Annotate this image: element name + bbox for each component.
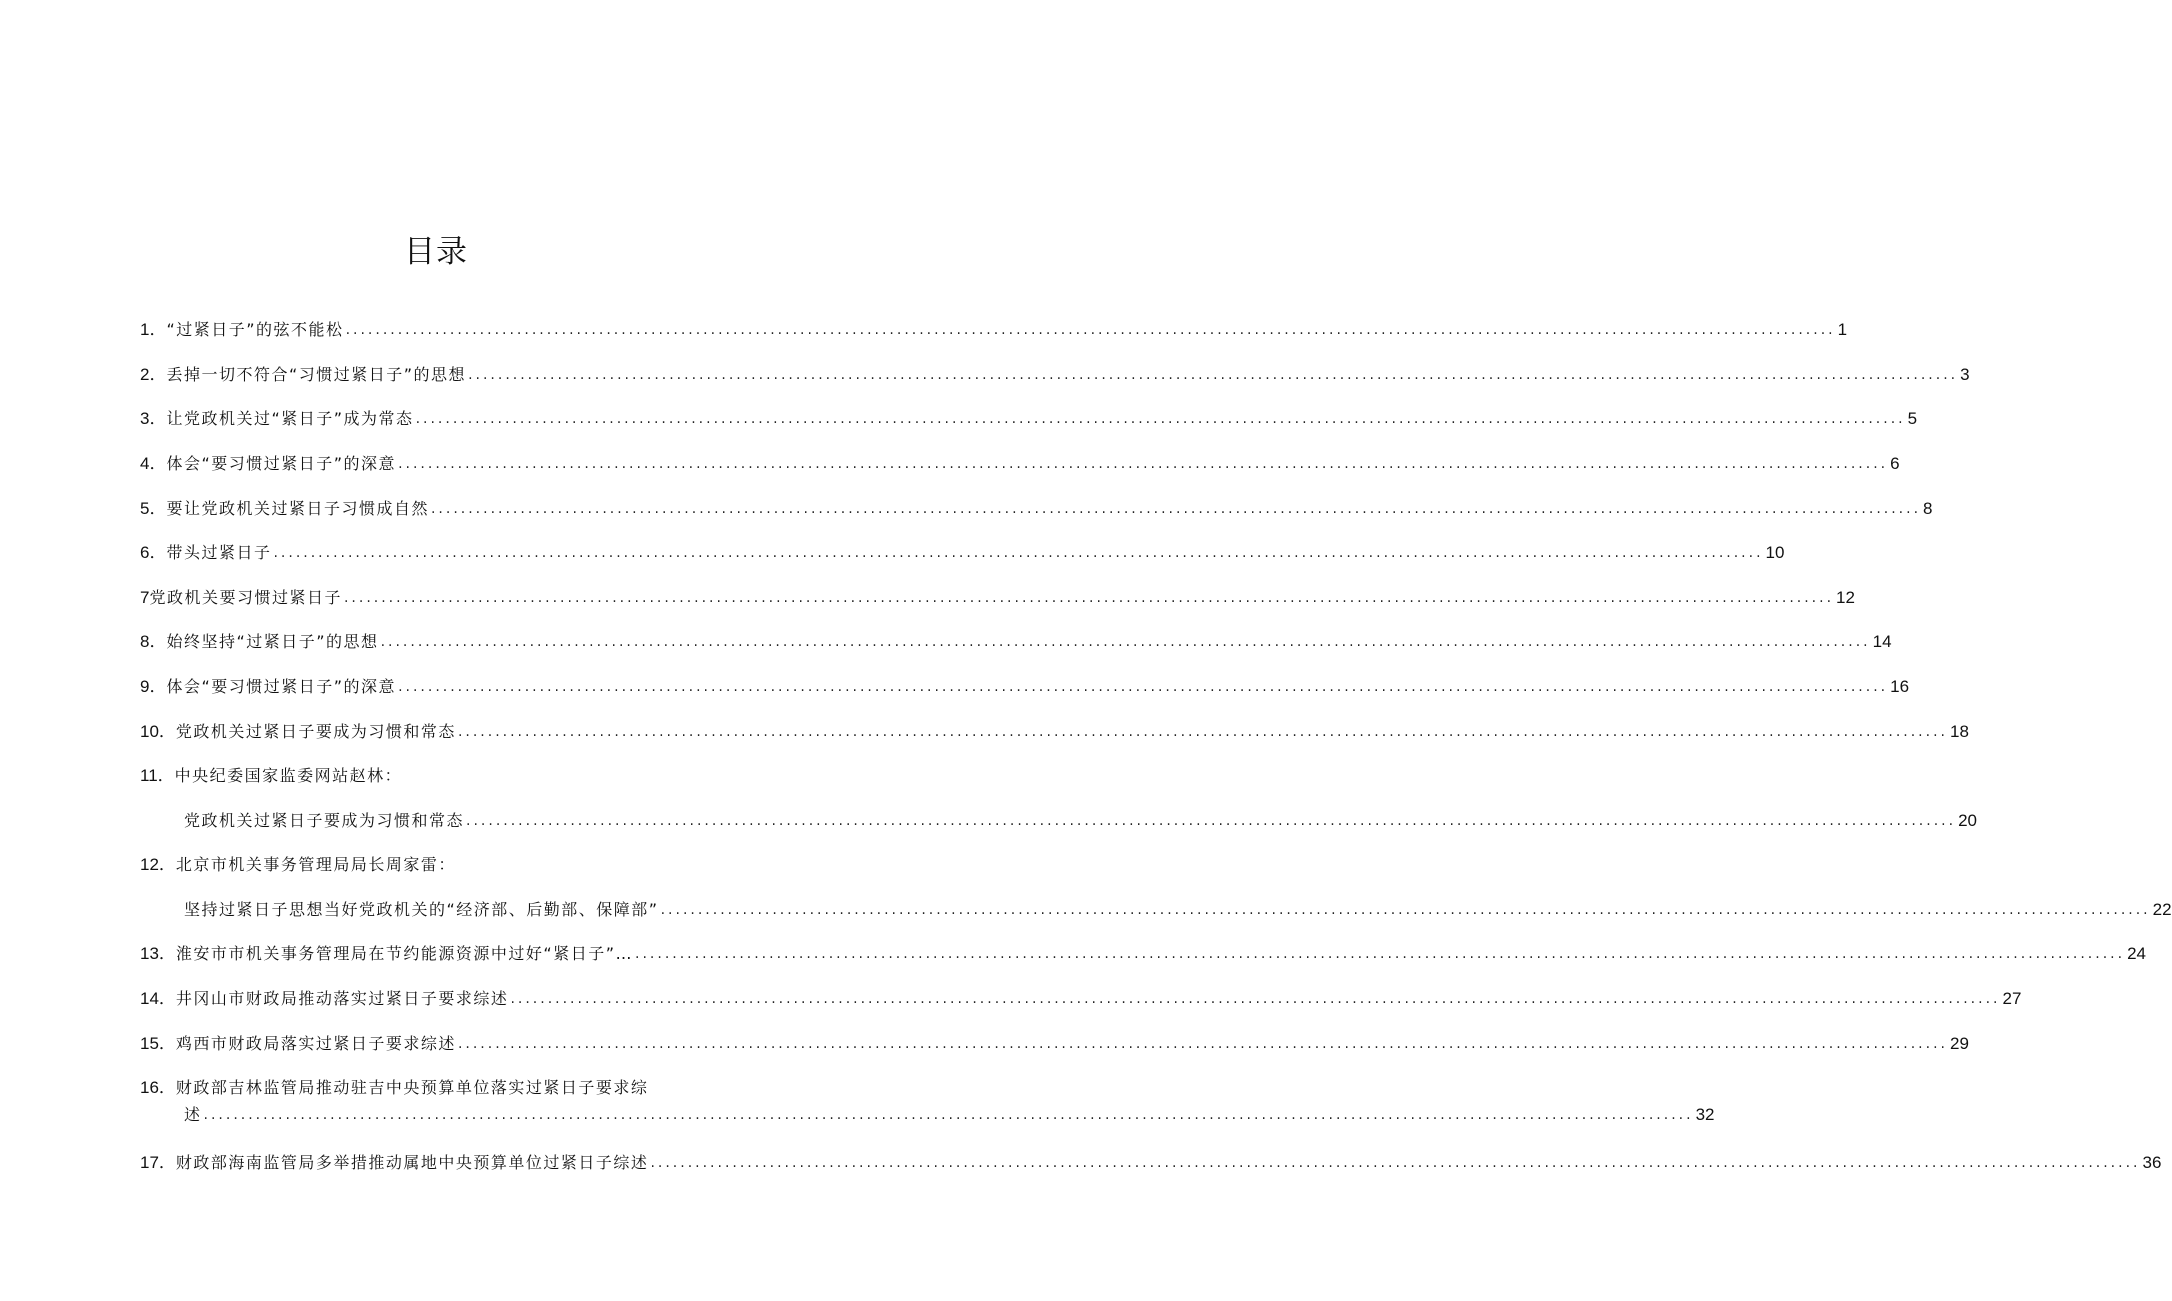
toc-entry-number: 13． — [140, 944, 176, 963]
toc-entry-text: 党政机关要习惯过紧日子 — [149, 588, 342, 607]
toc-entry-number: 10． — [140, 722, 176, 741]
toc-entry-page: 10 — [1765, 543, 1785, 562]
toc-entry-page: 1 — [1837, 320, 1848, 339]
toc-entry-page: 12 — [1836, 588, 1855, 607]
toc-entry-number: 12． — [140, 855, 176, 874]
toc-leader-dots: ........................................................................................................................................................................................................ — [380, 634, 1871, 650]
toc-entry-number: 8． — [140, 632, 167, 651]
toc-entry[interactable] — [140, 497, 1933, 521]
toc-entry-number: 1． — [140, 320, 167, 339]
toc-entry[interactable] — [140, 407, 1918, 431]
toc-entry[interactable] — [184, 1103, 1715, 1127]
toc-leader-dots: ........................................................................................................................................................................................................ — [343, 590, 1835, 606]
toc-entry-number: 3． — [140, 409, 167, 428]
toc-entry[interactable] — [184, 809, 1977, 833]
toc-leader-dots: ........................................................................................................................................................................................................ — [415, 411, 1906, 427]
toc-entry[interactable] — [140, 452, 1900, 476]
toc-entry-text: 丢掉一切不符合“习惯过紧日子”的思想 — [166, 365, 467, 384]
toc-entry-number: 11． — [140, 766, 175, 785]
toc-entry[interactable] — [140, 942, 2146, 966]
toc-entry-page: 14 — [1872, 632, 1892, 651]
toc-entry[interactable] — [140, 987, 2022, 1011]
toc-entry-number: 4． — [140, 454, 167, 473]
toc-entry-heading[interactable] — [140, 1076, 882, 1100]
toc-leader-dots: ........................................................................................................................................................................................................ — [660, 902, 2151, 918]
toc-entry-page: 24 — [2127, 944, 2146, 963]
toc-entry-text: 带头过紧日子 — [166, 543, 272, 562]
toc-entry-number: 6． — [140, 543, 167, 562]
toc-leader-dots: ........................................................................................................................................................................................................ — [635, 946, 2126, 962]
toc-entry-text: 体会“要习惯过紧日子”的深意 — [166, 454, 397, 473]
toc-entry-number: 16． — [140, 1078, 176, 1097]
toc-entry-heading[interactable] — [140, 853, 882, 877]
toc-leader-dots: ........................................................................................................................................................................................................ — [510, 991, 2001, 1007]
toc-entry-number: 7 — [140, 588, 150, 607]
toc-leader-dots: ........................................................................................................................................................................................................ — [203, 1107, 1694, 1123]
toc-entry-text: 党政机关过紧日子要成为习惯和常态 — [184, 811, 465, 830]
toc-entry-number: 14． — [140, 989, 176, 1008]
toc-entry-page: 27 — [2002, 989, 2022, 1008]
toc-leader-dots: ........................................................................................................................................................................................................ — [650, 1155, 2141, 1171]
toc-entry-text: 要让党政机关过紧日子习惯成自然 — [166, 499, 429, 518]
toc-entry-text: 让党政机关过“紧日子”成为常态 — [166, 409, 414, 428]
toc-entry-number: 15． — [140, 1034, 176, 1053]
toc-entry[interactable] — [140, 1151, 2162, 1175]
toc-entry-page: 32 — [1695, 1105, 1715, 1124]
toc-entry-page: 5 — [1907, 409, 1918, 428]
toc-leader-dots: ........................................................................................................................................................................................................ — [466, 813, 1957, 829]
toc-entry[interactable] — [140, 630, 1892, 654]
toc-leader-dots: ........................................................................................................................................................................................................ — [345, 322, 1836, 338]
toc-entry[interactable] — [140, 675, 1910, 699]
toc-leader-dots: ........................................................................................................................................................................................................ — [457, 1036, 1948, 1052]
toc-entry-page: 20 — [1958, 811, 1977, 830]
toc-entry[interactable] — [140, 1032, 1969, 1056]
toc-entry[interactable] — [140, 720, 1969, 744]
toc-entry-page: 8 — [1923, 499, 1933, 518]
toc-entry-text: 坚持过紧日子思想当好党政机关的“经济部、后勤部、保障部” — [184, 900, 659, 919]
toc-leader-dots: ........................................................................................................................................................................................................ — [430, 501, 1922, 517]
toc-entry-page: 6 — [1890, 454, 1900, 473]
toc-entry-text: 井冈山市财政局推动落实过紧日子要求综述 — [175, 989, 509, 1008]
toc-entry-text: 财政部吉林监管局推动驻吉中央预算单位落实过紧日子要求综 — [175, 1078, 649, 1097]
toc-entry-number: 2． — [140, 365, 167, 384]
toc-leader-dots: ........................................................................................................................................................................................................ — [457, 724, 1948, 740]
toc-entry-page: 16 — [1890, 677, 1910, 696]
toc-leader-dots: ........................................................................................................................................................................................................ — [468, 367, 1959, 383]
toc-entry-text: 中央纪委国家监委网站赵林： — [174, 766, 403, 785]
toc-entry[interactable] — [140, 541, 1785, 565]
toc-entry-number: 9． — [140, 677, 167, 696]
toc-leader-dots: ........................................................................................................................................................................................................ — [398, 456, 1889, 472]
toc-title: 目录 — [404, 234, 468, 270]
toc-entry[interactable] — [140, 363, 1970, 387]
toc-entry-text: 鸡西市财政局落实过紧日子要求综述 — [175, 1034, 456, 1053]
toc-entry-page: 18 — [1949, 722, 1969, 741]
toc-entry-page: 22 — [2152, 900, 2172, 919]
toc-entry-number: 5． — [140, 499, 167, 518]
toc-entry-text: 财政部海南监管局多举措推动属地中央预算单位过紧日子综述 — [175, 1153, 649, 1172]
toc-leader-dots: ........................................................................................................................................................................................................ — [398, 679, 1889, 695]
toc-entry-text: 体会“要习惯过紧日子”的深意 — [166, 677, 397, 696]
toc-entry-page: 29 — [1949, 1034, 1969, 1053]
toc-entry[interactable] — [140, 586, 1855, 610]
toc-entry-page: 3 — [1960, 365, 1970, 384]
toc-entry-text: 淮安市市机关事务管理局在节约能源资源中过好“紧日子”… — [175, 944, 634, 963]
toc-entry-number: 17． — [140, 1153, 176, 1172]
toc-entry-text: 述 — [184, 1105, 202, 1124]
toc-entry-text: 北京市机关事务管理局局长周家雷： — [175, 855, 456, 874]
toc-entry-heading[interactable] — [140, 764, 882, 788]
toc-entry-text: “过紧日子”的弦不能松 — [166, 320, 344, 339]
toc-entry-page: 36 — [2142, 1153, 2162, 1172]
toc-entry-text: 党政机关过紧日子要成为习惯和常态 — [175, 722, 456, 741]
toc-entry[interactable] — [140, 318, 1848, 342]
toc-entry[interactable] — [184, 898, 2172, 922]
toc-leader-dots: ........................................................................................................................................................................................................ — [273, 545, 1764, 561]
toc-entry-text: 始终坚持“过紧日子”的思想 — [166, 632, 379, 651]
